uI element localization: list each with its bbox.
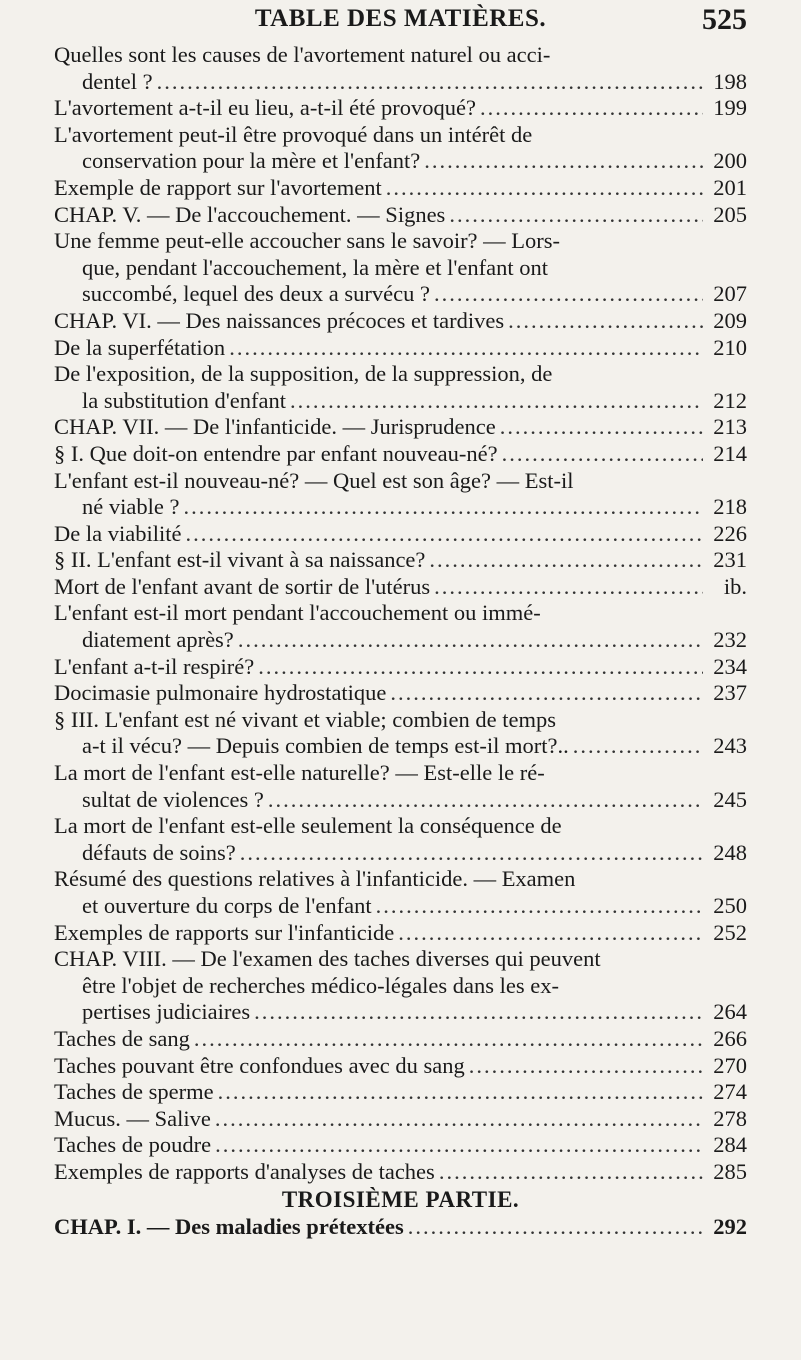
toc-page-number: 285 (713, 1158, 747, 1184)
toc-entry-text: Une femme peut-elle accoucher sans le savoir? — Lors- (54, 228, 561, 254)
toc-page-number: 199 (713, 95, 747, 121)
dot-leader (434, 281, 703, 308)
toc-page-number: 198 (713, 68, 747, 94)
dot-leader (157, 69, 703, 96)
running-header (54, 0, 747, 44)
dot-leader (573, 733, 703, 760)
toc-entry-line (54, 335, 747, 362)
toc-entry-line (54, 893, 747, 920)
toc-entry (54, 1106, 747, 1133)
toc-page-number: 292 (713, 1213, 747, 1239)
toc-page-number: 205 (713, 201, 747, 227)
toc-entry-line (54, 1214, 747, 1241)
toc-entry-line (54, 813, 747, 840)
toc-entry-text: Taches de sang (54, 1025, 190, 1051)
dot-leader (290, 388, 703, 415)
toc-entry (54, 42, 747, 95)
toc-page-number: 200 (713, 148, 747, 174)
toc-page-number: 213 (713, 414, 747, 440)
toc-entry-line (54, 69, 747, 96)
dot-leader (268, 787, 703, 814)
toc-entry (54, 600, 747, 653)
dot-leader (215, 1106, 703, 1133)
toc-page-number: 250 (713, 893, 747, 918)
toc-entry-line (54, 95, 747, 122)
dot-leader (480, 95, 703, 122)
dot-leader (424, 148, 703, 175)
toc-entry (54, 308, 747, 335)
toc-entry (54, 574, 747, 601)
dot-leader (502, 441, 703, 468)
toc-entry-text: la substitution d'enfant (82, 387, 287, 413)
toc-entry-line (54, 494, 747, 521)
toc-entry-line (54, 840, 747, 867)
toc-entry-text: défauts de soins? (82, 839, 236, 865)
toc-page-number: 264 (713, 999, 747, 1025)
toc-page-number: 226 (713, 520, 747, 546)
toc-entry-line (54, 122, 747, 149)
toc-entry-line (54, 920, 747, 947)
toc-entry (54, 920, 747, 947)
toc-entry-text: L'enfant est-il nouveau-né? — Quel est son âge? — Est-il (54, 467, 574, 493)
toc-entry-text: que, pendant l'accouchement, la mère et l'enfant ont (82, 254, 549, 280)
toc-entry (54, 707, 747, 760)
toc-entry-line (54, 946, 747, 973)
toc-entry-line (54, 1159, 747, 1186)
toc-entry (54, 521, 747, 548)
toc-entry-text: conservation pour la mère et l'enfant? (82, 148, 421, 174)
toc-entry-text: La mort de l'enfant est-elle naturelle? — Est-elle le ré- (54, 760, 545, 786)
toc-entry (54, 1214, 747, 1241)
toc-page-number: 237 (713, 680, 747, 706)
dot-leader (229, 335, 703, 362)
part-heading: TROISIÈME PARTIE. (281, 1186, 520, 1212)
toc-entry-text: De l'exposition, de la supposition, de la suppression, de (54, 361, 553, 387)
toc-entry (54, 1053, 747, 1080)
toc-entry-text: CHAP. V. — De l'accouchement. — Signes (54, 201, 446, 227)
toc-entry-line (54, 760, 747, 787)
toc-entry-text: Exemples de rapports d'analyses de taches (54, 1158, 435, 1184)
toc-entry (54, 1132, 747, 1159)
toc-entry (54, 654, 747, 681)
toc-entry-line (54, 1079, 747, 1106)
toc-entry-line (54, 255, 747, 282)
toc-entry (54, 414, 747, 441)
toc-entry (54, 175, 747, 202)
toc-entry (54, 813, 747, 866)
toc-entry-line (54, 388, 747, 415)
toc-entry (54, 468, 747, 521)
toc-entry-text: La mort de l'enfant est-elle seulement la conséquence de (54, 813, 562, 839)
toc-entry-line (54, 441, 747, 468)
toc-entry-line (54, 175, 747, 202)
header-title: TABLE DES MATIÈRES. (254, 5, 547, 32)
toc-entry-text: CHAP. I. — Des maladies prétextées (54, 1213, 404, 1239)
toc-page-number: 234 (713, 653, 747, 679)
toc-page-number: 252 (713, 919, 747, 945)
toc-entry (54, 228, 747, 308)
toc-entry (54, 361, 747, 414)
toc-page-number: 218 (713, 494, 747, 520)
toc-entry (54, 760, 747, 813)
dot-leader (439, 1159, 703, 1186)
toc-entry-line (54, 1053, 747, 1080)
toc-entry-text: Quelles sont les causes de l'avortement naturel ou acci- (54, 42, 551, 67)
toc-entry-text: CHAP. VI. — Des naissances précoces et tardives (54, 307, 505, 333)
toc-page-number: 214 (713, 440, 747, 466)
toc-entry (54, 95, 747, 122)
toc-page-number: 210 (713, 334, 747, 360)
dot-leader (398, 920, 703, 947)
toc-entry-text: né viable ? (82, 494, 180, 520)
toc-entry-text: être l'objet de recherches médico-légales dans les ex- (82, 972, 559, 998)
toc-page-number: 278 (713, 1105, 747, 1131)
dot-leader (469, 1053, 703, 1080)
toc-page-number: 270 (713, 1052, 747, 1078)
toc-entry-line (54, 654, 747, 681)
toc-entry-text: succombé, lequel des deux a survécu ? (82, 281, 430, 307)
toc-entry-line (54, 787, 747, 814)
toc-entry-line (54, 42, 747, 69)
toc-entry-line (54, 866, 747, 893)
dot-leader (390, 680, 703, 707)
dot-leader (215, 1132, 703, 1159)
toc-entry (54, 122, 747, 175)
toc-entry-line (54, 361, 747, 388)
toc-page-number: 248 (713, 839, 747, 865)
toc-entry-text: § II. L'enfant est-il vivant à sa naissance? (54, 547, 426, 573)
dot-leader (500, 414, 703, 441)
toc-page-number: 212 (713, 387, 747, 413)
toc-entry-text: De la superfétation (54, 334, 226, 360)
toc-entry-line (54, 600, 747, 627)
toc-page-number: 231 (713, 547, 747, 573)
toc-entry-text: CHAP. VIII. — De l'examen des taches diverses qui peuvent (54, 946, 601, 972)
toc-entry-line (54, 680, 747, 707)
toc-entry-text: L'enfant a-t-il respiré? (54, 653, 255, 679)
toc-entry-text: CHAP. VII. — De l'infanticide. — Jurisprudence (54, 414, 496, 440)
table-of-contents (54, 42, 747, 1240)
toc-page-number: 232 (713, 627, 747, 653)
toc-entry-text: § I. Que doit-on entendre par enfant nouveau-né? (54, 440, 498, 466)
toc-entry-text: Taches pouvant être confondues avec du sang (54, 1052, 465, 1078)
dot-leader (238, 627, 703, 654)
toc-entry-line (54, 468, 747, 495)
dot-leader (429, 547, 703, 574)
dot-leader (408, 1214, 703, 1241)
toc-entry-line (54, 707, 747, 734)
toc-page-number: 274 (713, 1079, 747, 1105)
toc-entry-text: Taches de poudre (54, 1132, 212, 1158)
toc-entry-line (54, 521, 747, 548)
toc-entry-line (54, 1106, 747, 1133)
toc-entry-line (54, 308, 747, 335)
toc-entry (54, 1159, 747, 1186)
toc-entry-text: Exemple de rapport sur l'avortement (54, 174, 382, 200)
toc-entry-text: a-t il vécu? — Depuis combien de temps est-il mort?.. (82, 733, 569, 759)
toc-entry-text: pertises judiciaires (82, 999, 251, 1025)
toc-page-number: 266 (713, 1025, 747, 1051)
dot-leader (508, 308, 703, 335)
dot-leader (183, 494, 703, 521)
toc-page-number: 245 (713, 786, 747, 812)
toc-entry-line (54, 228, 747, 255)
dot-leader (254, 999, 703, 1026)
toc-entry (54, 680, 747, 707)
toc-entry (54, 946, 747, 1026)
toc-entry-line (54, 202, 747, 229)
toc-entry-text: L'avortement a-t-il eu lieu, a-t-il été provoqué? (54, 95, 476, 121)
toc-page-number: ib. (723, 573, 747, 599)
toc-entry-line (54, 627, 747, 654)
toc-entry-text: § III. L'enfant est né vivant et viable; combien de temps (54, 706, 557, 732)
toc-entry-text: dentel ? (82, 68, 153, 94)
toc-entry-text: Exemples de rapports sur l'infanticide (54, 919, 395, 945)
toc-entry-line (54, 148, 747, 175)
toc-entry-line (54, 1026, 747, 1053)
toc-page-number: 209 (713, 307, 747, 333)
toc-page-number: 207 (713, 281, 747, 307)
toc-entry-line (54, 547, 747, 574)
dot-leader (194, 1026, 703, 1053)
toc-entry-line (54, 973, 747, 1000)
toc-entry (54, 1026, 747, 1053)
dot-leader (449, 202, 703, 229)
toc-entry-line (54, 281, 747, 308)
toc-entry-text: et ouverture du corps de l'enfant (82, 893, 372, 918)
toc-entry-line (54, 1132, 747, 1159)
toc-entry-line (54, 414, 747, 441)
toc-page-number: 201 (713, 174, 747, 200)
toc-entry (54, 866, 747, 919)
dot-leader (185, 521, 703, 548)
toc-entry-line (54, 999, 747, 1026)
toc-page-number: 243 (713, 733, 747, 759)
toc-entry-text: Taches de sperme (54, 1079, 214, 1105)
toc-entry-text: Résumé des questions relatives à l'infanticide. — Examen (54, 866, 576, 892)
toc-entry-text: L'enfant est-il mort pendant l'accouchement ou immé- (54, 600, 541, 626)
toc-entry-line (54, 574, 747, 601)
toc-entry-text: Docimasie pulmonaire hydrostatique (54, 680, 387, 706)
toc-entry (54, 547, 747, 574)
dot-leader (240, 840, 703, 867)
page-number: 525 (702, 3, 747, 36)
toc-entry-line (54, 733, 747, 760)
toc-entry-text: De la viabilité (54, 520, 182, 546)
toc-entry (54, 202, 747, 229)
dot-leader (218, 1079, 703, 1106)
toc-entry-text: L'avortement peut-il être provoqué dans un intérêt de (54, 121, 533, 147)
toc-entry (54, 335, 747, 362)
dot-leader (258, 654, 703, 681)
dot-leader (434, 574, 703, 601)
toc-entry-text: diatement après? (82, 627, 234, 653)
toc-entry-text: sultat de violences ? (82, 786, 264, 812)
toc-entry (54, 1079, 747, 1106)
toc-page-number: 284 (713, 1132, 747, 1158)
dot-leader (376, 893, 703, 920)
toc-entry-text: Mort de l'enfant avant de sortir de l'utérus (54, 573, 431, 599)
dot-leader (386, 175, 703, 202)
toc-entry (54, 441, 747, 468)
toc-entry-text: Mucus. — Salive (54, 1105, 211, 1131)
